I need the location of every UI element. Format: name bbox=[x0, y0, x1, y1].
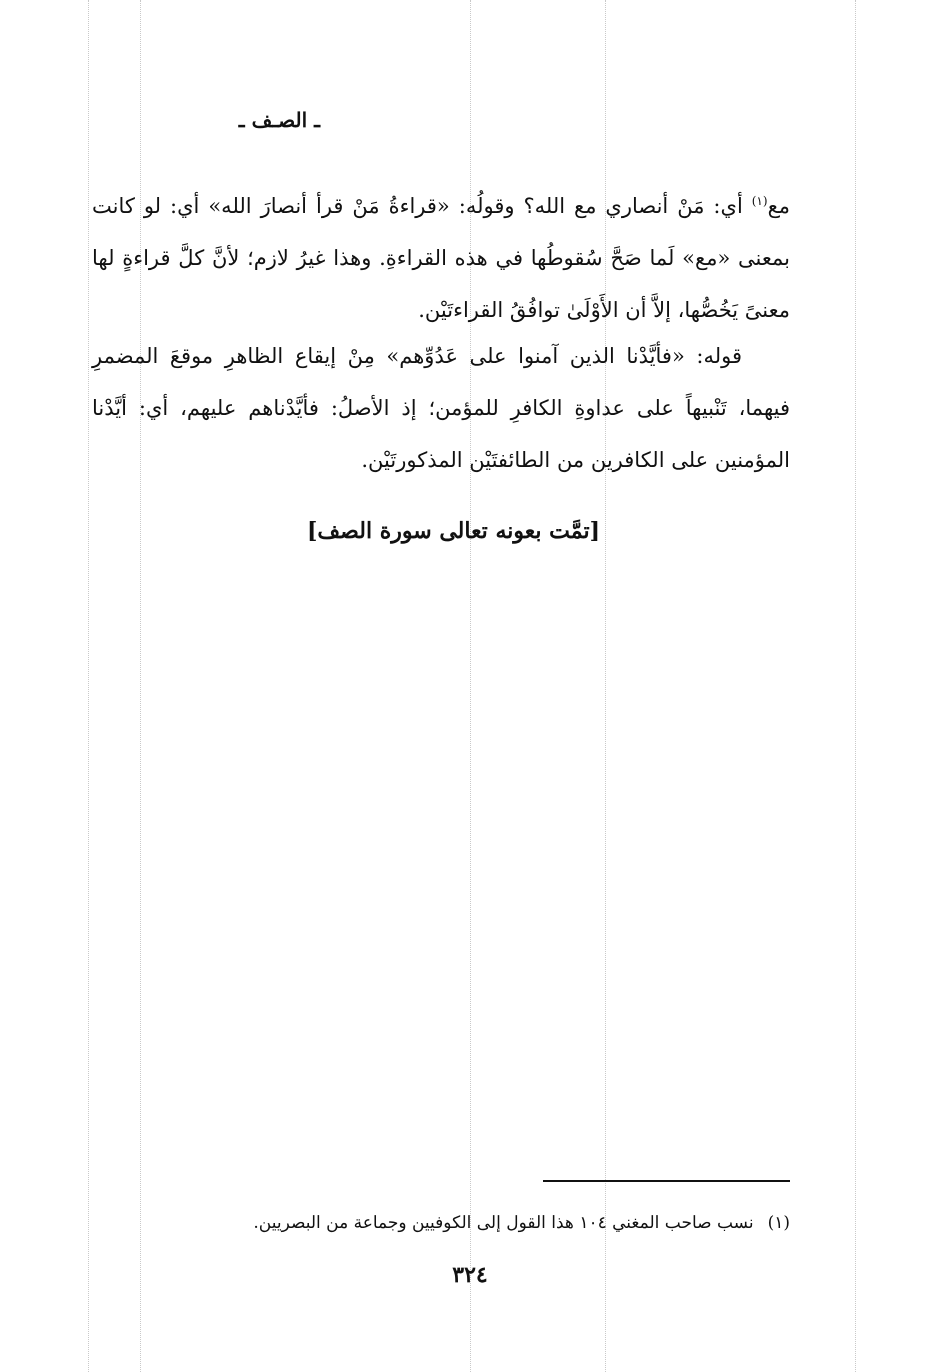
footnote-text: نسب صاحب المغني ١٠٤ هذا القول إلى الكوفيين وجماعة من البصريين. bbox=[253, 1213, 754, 1233]
scan-guide-line bbox=[88, 0, 89, 1372]
paragraph-text-start: مع bbox=[767, 194, 790, 218]
footnote-reference[interactable]: (١) bbox=[751, 194, 768, 208]
page-number: ٣٢٤ bbox=[452, 1262, 488, 1288]
paragraph bbox=[92, 330, 790, 486]
running-header: ـ الصـف ـ bbox=[238, 108, 320, 132]
scan-guide-line bbox=[855, 0, 856, 1372]
footnote bbox=[100, 1208, 790, 1238]
paragraph bbox=[92, 180, 790, 336]
paragraph-text: أي: مَنْ أنصاري مع الله؟ وقولُه: «قراءةُ مَنْ قرأ أنصارَ الله» أي: لو كانت بمعنى «مع» لَما صَحَّ سُقوطُها في هذه القراءةِ. وهذا غيرُ لازم؛ لأنَّ كلَّ قراءةٍ لها معنىً يَخُصُّها، إلاَّ أن الأَوْلَىٰ توافُقُ القراءتَيْن. bbox=[92, 194, 790, 322]
footnote-number: (١) bbox=[767, 1213, 790, 1233]
footnote-divider bbox=[543, 1180, 790, 1182]
paragraph-text: قوله: «فأيَّدْنا الذين آمنوا على عَدُوِّهم» مِنْ إيقاع الظاهرِ موقعَ المضمرِ فيهما، تَنْبيهاً على عداوةِ الكافرِ للمؤمن؛ إذ الأصلُ: فأيَّدْناهم عليهم، أي: أيَّدْنا المؤمنين على الكافرين من الطائفتَيْن المذكورتَيْن. bbox=[92, 344, 790, 472]
surah-closing-note: [تمَّت بعونه تعالى سورة الصف] bbox=[306, 518, 600, 544]
